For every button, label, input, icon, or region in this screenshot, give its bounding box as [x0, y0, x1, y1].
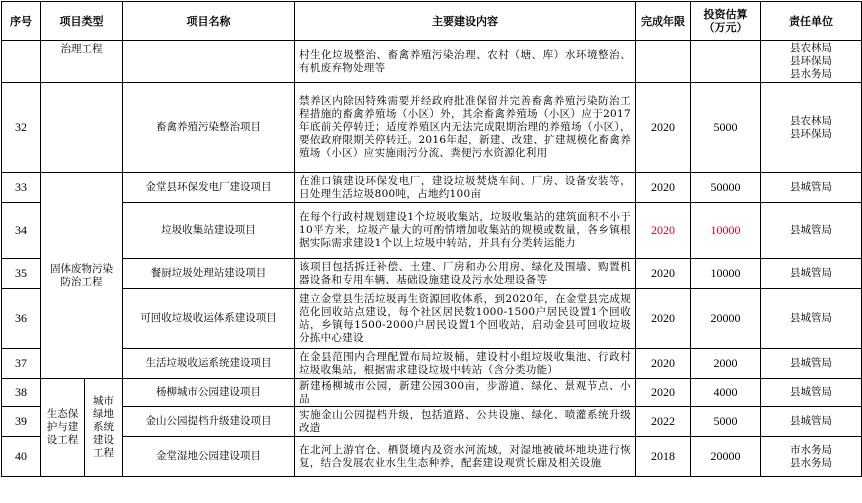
row-name: 畜禽养殖污染整治项目 [123, 83, 295, 173]
header-type: 项目类型 [41, 2, 123, 41]
table-row [2, 407, 862, 437]
row-year-highlight: 2020 [636, 203, 691, 259]
row-name: 餐厨垃圾处理站建设项目 [123, 259, 295, 289]
dept-line: 县城管局 [790, 357, 832, 369]
table-row [2, 83, 862, 173]
row-content: 在金县范围内合理配置布局垃圾桶，建设村小组垃圾收集池、行政村垃圾收集站，根据需求建设垃圾中转站（含分类功能） [295, 349, 636, 379]
row-dept [761, 289, 862, 349]
row-name [123, 41, 295, 83]
category-cell: 治理工程 [41, 41, 123, 83]
row-invest: 5000 [691, 407, 761, 437]
category-solid-waste: 固体废物污染防治工程 [41, 173, 123, 379]
row-invest: 10000 [691, 259, 761, 289]
row-year [636, 41, 691, 83]
row-invest: 20000 [691, 289, 761, 349]
header-content: 主要建设内容 [295, 2, 636, 41]
header-dept: 责任单位 [761, 2, 862, 41]
row-seq: 40 [2, 437, 41, 477]
row-seq: 33 [2, 173, 41, 203]
row-name: 可回收垃圾收运体系建设项目 [123, 289, 295, 349]
dept-line: 县农林局 [790, 114, 832, 127]
dept-line: 县城管局 [790, 181, 832, 193]
row-seq: 34 [2, 203, 41, 259]
row-year: 2020 [636, 173, 691, 203]
dept-line: 县城管局 [790, 267, 832, 279]
table-row [2, 259, 862, 289]
project-table [1, 1, 862, 477]
row-seq: 32 [2, 83, 41, 173]
dept-line: 县水务局 [790, 456, 832, 469]
row-seq: 39 [2, 407, 41, 437]
row-content: 在淮口镇建设环保发电厂，建设垃圾焚烧车间、厂房、设备安装等，日处理生活垃圾800吨，占地约100亩 [295, 173, 636, 203]
row-dept [761, 437, 862, 477]
row-seq: 36 [2, 289, 41, 349]
row-seq: 37 [2, 349, 41, 379]
row-dept [761, 41, 862, 83]
row-dept [761, 259, 862, 289]
row-invest-highlight: 10000 [691, 203, 761, 259]
row-year: 2020 [636, 289, 691, 349]
row-year: 2020 [636, 349, 691, 379]
row-invest: 20000 [691, 437, 761, 477]
category-urban-green: 城市绿地系统建设工程 [85, 379, 123, 477]
row-name: 金山公园提档升级建设项目 [123, 407, 295, 437]
row-year: 2020 [636, 379, 691, 407]
row-invest [691, 41, 761, 83]
dept-line: 县环保局 [790, 127, 832, 140]
row-seq: 35 [2, 259, 41, 289]
row-name: 垃圾收集站建设项目 [123, 203, 295, 259]
row-year: 2020 [636, 259, 691, 289]
category-cell-blank [41, 83, 123, 173]
dept-line: 县城管局 [790, 415, 832, 427]
row-content: 禁养区内除因特殊需要并经政府批准保留并完善畜禽养殖污染防治工程措施的畜禽养殖场（小区）外，其余畜禽养殖场（小区）应于2017年底前关停转迁；适度养殖区内无法完成限期治理的养殖场（小区），要依政府限期关停转迁。2016年起，新建、改建、扩建规模化畜禽养殖场（小区）应实施雨污分流、粪便污水资源化利用 [295, 83, 636, 173]
row-content: 新建杨柳城市公园，新建公园300亩，步游道、绿化、景观节点、小品 [295, 379, 636, 407]
row-content: 建立金堂县生活垃圾再生资源回收体系，到2020年，在金堂县完成规范化回收站点建设，每个社区居民数1000-1500户居民设置1个回收站，乡镇每1500-2000户居民设置1个回收站，启动金县可回收垃圾分拣中心建设 [295, 289, 636, 349]
row-invest: 2000 [691, 349, 761, 379]
row-content: 实施金山公园提档升级，包括道路、公共设施、绿化、喷灌系统升级改造 [295, 407, 636, 437]
category-eco: 生态保护与建设工程 [41, 379, 85, 477]
row-dept [761, 379, 862, 407]
row-dept [761, 173, 862, 203]
row-name: 金堂县环保发电厂建设项目 [123, 173, 295, 203]
header-seq: 序号 [2, 2, 41, 41]
table-row [2, 173, 862, 203]
row-invest: 5000 [691, 83, 761, 173]
table-row [2, 379, 862, 407]
row-seq: 38 [2, 379, 41, 407]
row-content: 该项目包括拆迁补偿、土建、厂房和办公用房、绿化及围墙、购置机器设备和专用车辆、基础设施建设及污水处理设备等 [295, 259, 636, 289]
table-row [2, 349, 862, 379]
row-dept [761, 203, 862, 259]
dept-line: 县城管局 [790, 224, 832, 236]
row-invest: 4000 [691, 379, 761, 407]
header-invest: 投资估算（万元） [691, 2, 761, 41]
row-name: 生活垃圾收运系统建设项目 [123, 349, 295, 379]
row-name: 杨柳城市公园建设项目 [123, 379, 295, 407]
table-row [2, 437, 862, 477]
row-seq [2, 41, 41, 83]
row-name: 金堂湿地公园建设项目 [123, 437, 295, 477]
dept-line: 县水务局 [790, 68, 832, 80]
row-content: 在北河上游官仓、栖贤境内及资水河流域，对湿地被破坏地块进行恢复，结合发展农业水生生态种养，配套建设观赏长廊及相关设施 [295, 437, 636, 477]
row-content: 村生化垃圾整治、畜禽养殖污染治理、农村（塘、库）水环境整治、有机废弃物处理等 [295, 41, 636, 83]
dept-line: 县农林局 [790, 42, 832, 54]
row-dept [761, 83, 862, 173]
header-year: 完成年限 [636, 2, 691, 41]
dept-line: 县城管局 [790, 312, 832, 324]
row-invest: 50000 [691, 173, 761, 203]
row-year: 2022 [636, 407, 691, 437]
dept-line: 县城管局 [790, 386, 832, 398]
row-year: 2018 [636, 437, 691, 477]
table-row [2, 289, 862, 349]
row-content: 在每个行政村规划建设1个垃圾收集站，垃圾收集站的建筑面积不小于10平方米，垃圾产量大的可酌情增加收集站的规模或数量，各乡镇根据实际需求建设1个以上垃圾中转站，并具有分类转运能力 [295, 203, 636, 259]
dept-line: 县环保局 [790, 55, 832, 67]
row-dept [761, 349, 862, 379]
table-row [2, 41, 862, 83]
row-year: 2020 [636, 83, 691, 173]
row-dept [761, 407, 862, 437]
table-row [2, 203, 862, 259]
dept-line: 市水务局 [790, 443, 832, 456]
header-row [2, 2, 862, 41]
header-name: 项目名称 [123, 2, 295, 41]
